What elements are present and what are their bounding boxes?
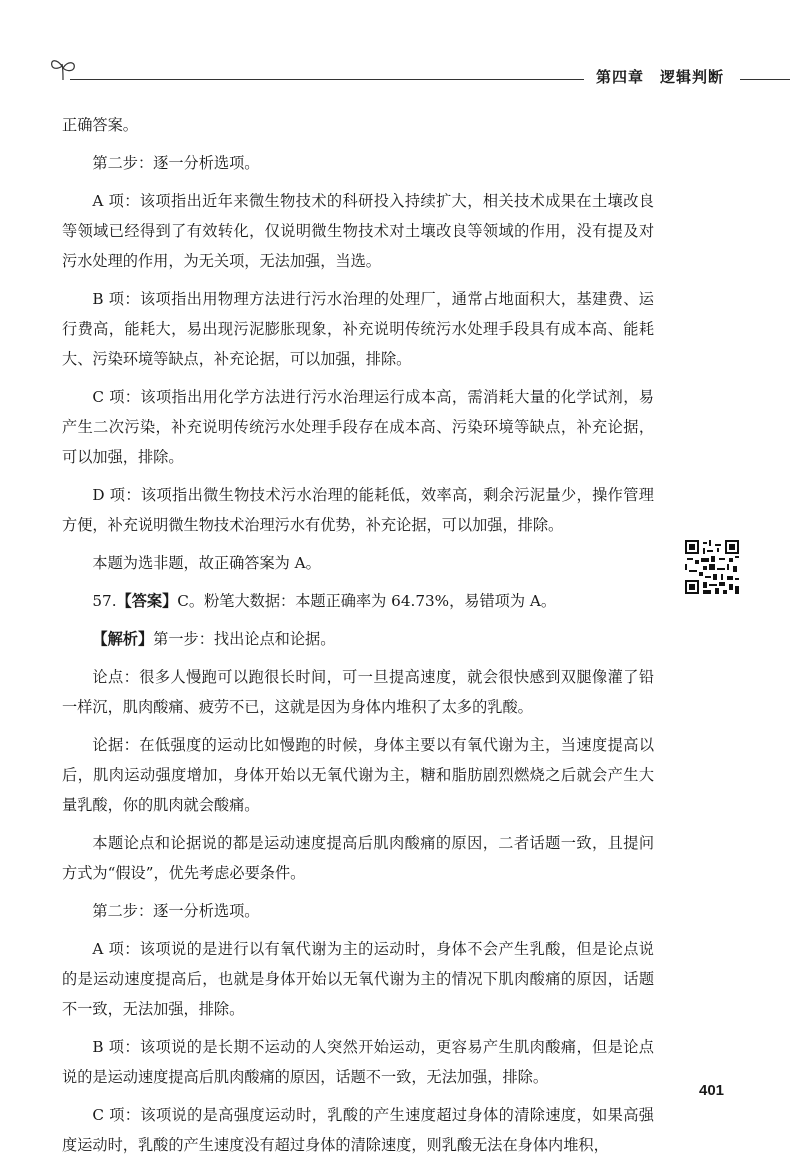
paragraph: A 项：该项说的是进行以有氧代谢为主的运动时，身体不会产生乳酸，但是论点说的是运动速度提高后，也就是身体开始以无氧代谢为主的情况下肌肉酸痛的原因，话题不一致，无法加强，排除。 — [62, 940, 654, 1018]
analysis-tag: 【解析】 — [92, 630, 154, 648]
paragraph: B 项：该项说的是长期不运动的人突然开始运动，更容易产生肌肉酸痛，但是论点说的是运动速度提高后肌肉酸痛的原因，话题不一致，无法加强，排除。 — [62, 1038, 654, 1086]
chapter-title: 第四章 逻辑判断 — [596, 68, 725, 86]
header-rule — [740, 79, 790, 80]
qr-code-icon[interactable] — [685, 540, 739, 594]
paragraph: D 项：该项指出微生物技术污水治理的能耗低，效率高，剩余污泥量少，操作管理方便，补充说明微生物技术治理污水有优势，补充论据，可以加强，排除。 — [62, 486, 654, 534]
paragraph: 本题为选非题，故正确答案为 A。 — [92, 554, 321, 572]
analysis-text: 第一步：找出论点和论据。 — [153, 630, 336, 648]
analysis-paragraph — [62, 624, 654, 654]
paragraph: C 项：该项指出用化学方法进行污水治理运行成本高，需消耗大量的化学试剂，易产生二次污染，补充说明传统污水处理手段存在成本高、污染环境等缺点，补充论据，可以加强，排除。 — [62, 388, 654, 466]
paragraph: 本题论点和论据说的都是运动速度提高后肌肉酸痛的原因，二者话题一致，且提问方式为“假设”，优先考虑必要条件。 — [62, 834, 654, 882]
page-number: 401 — [699, 1082, 725, 1099]
paragraph: C 项：该项说的是高强度运动时，乳酸的产生速度超过身体的清除速度，如果高强度运动时，乳酸的产生速度没有超过身体的清除速度，则乳酸无法在身体内堆积， — [62, 1106, 654, 1154]
paragraph: 正确答案。 — [62, 116, 138, 134]
header-rule — [70, 79, 584, 80]
paragraph: B 项：该项指出用物理方法进行污水治理的处理厂，通常占地面积大，基建费、运行费高，能耗大，易出现污泥膨胀现象，补充说明传统污水处理手段具有成本高、能耗大、污染环境等缺点，补充论据，可以加强，排除。 — [62, 290, 654, 368]
paragraph: 论点：很多人慢跑可以跑很长时间，可一旦提高速度，就会很快感到双腿像灌了铅一样沉，肌肉酸痛、疲劳不已，这就是因为身体内堆积了太多的乳酸。 — [62, 668, 654, 716]
paragraph: 论据：在低强度的运动比如慢跑的时候，身体主要以有氧代谢为主，当速度提高以后，肌肉运动强度增加，身体开始以无氧代谢为主，糖和脂肪剧烈燃烧之后就会产生大量乳酸，你的肌肉就会酸痛。 — [62, 736, 654, 814]
page-header — [0, 0, 800, 100]
paragraph: A 项：该项指出近年来微生物技术的科研投入持续扩大，相关技术成果在土壤改良等领域已经得到了有效转化，仅说明微生物技术对土壤改良等领域的作用，没有提及对污水处理的作用，为无关项，无法加强，当选。 — [62, 192, 654, 270]
paragraph: 第二步：逐一分析选项。 — [92, 902, 260, 920]
answer-text: C。粉笔大数据：本题正确率为 64.73%，易错项为 A。 — [177, 592, 557, 610]
answer-paragraph — [62, 586, 654, 616]
answer-tag: 【答案】 — [116, 592, 178, 610]
leaf-sprout-icon — [48, 54, 78, 82]
question-number: 57. — [92, 592, 117, 610]
paragraph: 第二步：逐一分析选项。 — [92, 154, 260, 172]
page-body — [62, 110, 654, 1168]
